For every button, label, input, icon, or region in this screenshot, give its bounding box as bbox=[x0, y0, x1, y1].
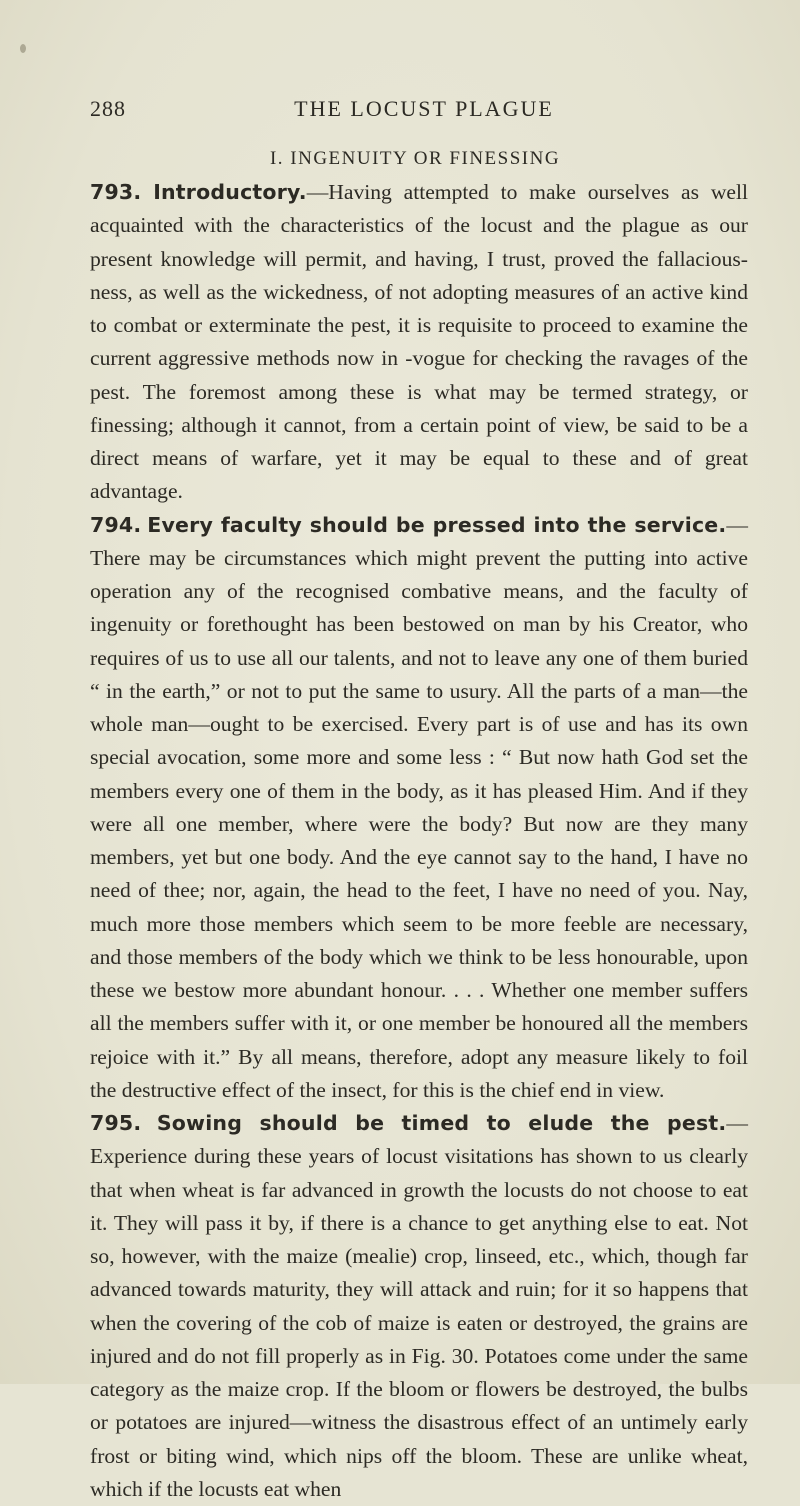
running-title: THE LOCUST PLAGUE bbox=[294, 96, 554, 121]
paragraph-793 bbox=[90, 176, 748, 509]
paragraph-794 bbox=[90, 509, 748, 1108]
paragraph-number: 793. bbox=[90, 180, 142, 204]
paragraph-text: —Experience during these years of locust visitations has shown to us clearly that when wheat is far advanced in growth the locusts do not choose to eat it. They will pass it by, if there is a chance to get anything else to eat. Not so, however, with the maize (mealie) crop, linseed, etc., which, though far advanced towards maturity, they will attack and ruin; for it so happens that when the covering of the cob of maize is eaten or destroyed, the grains are injured and do not fill properly as in Fig. 30. Potatoes come under the same category as the maize crop. If the bloom or flowers be destroyed, the bulbs or potatoes are injured—witness the disastrous effect of an untimely early frost or biting wind, which nips off the bloom. These are unlike wheat, which if the locusts eat when bbox=[90, 1111, 748, 1501]
paragraph-text: — There may be circumstances which might prevent the putting into active operation any of the recognised combative means, and the faculty of ingenuity or forethought has been bestowed on man by his Creator, who requires of us to use all our talents, and not to leave any one of them buried “ in the earth,” or not to put the same to usury. All the parts of a man—the whole man—ought to be exercised. Every part is of use and has its own special avocation, some more and some less : “ But now hath God set the members every one of them in the body, as it has pleased Him. And if they were all one member, where were the body? But now are they many members, yet but one body. And the eye cannot say to the hand, I have no need of thee; nor, again, the head to the feet, I have no need of you. Nay, much more those members which seem to be more feeble are necessary, and those members of the body which we think to be less honourable, upon these we bestow more abundant honour. . . . Whether one member suffers all the members suffer with it, or one member be honoured all the members rejoice with it.” By all means, therefore, adopt any measure likely to foil the destructive effect of the insect, for this is the chief end in view. bbox=[90, 512, 748, 1102]
paragraph-heading: Sowing should be timed to elude the pest. bbox=[156, 1111, 727, 1135]
paragraph-text: —Having attempted to make ourselves as well acquainted with the characteristics of the locust and the plague as our present knowledge will permit, and having, I trust, proved the fallaciousness, as well as the wickedness, of not adopting measures of an active kind to combat or exterminate the pest, it is requisite to proceed to examine the current aggressive methods now in -vogue for checking the ravages of the pest. The foremost among these is what may be termed strategy, or finessing; although it cannot, from a certain point of view, be said to be a direct means of warfare, yet it may be equal to these and of great advantage. bbox=[90, 180, 748, 504]
body-text bbox=[90, 176, 748, 1506]
page-number: 288 bbox=[90, 96, 126, 121]
running-head bbox=[90, 96, 730, 126]
paper-speck bbox=[20, 44, 26, 53]
paragraph-heading: Introductory. bbox=[153, 180, 307, 204]
paragraph-795 bbox=[90, 1107, 748, 1506]
paragraph-heading: Every faculty should be pressed into the service. bbox=[147, 512, 727, 537]
paragraph-number: 795. bbox=[90, 1111, 142, 1135]
section-heading: I. INGENUITY OR FINESSING bbox=[269, 148, 561, 169]
paragraph-number: 794. bbox=[90, 512, 142, 537]
